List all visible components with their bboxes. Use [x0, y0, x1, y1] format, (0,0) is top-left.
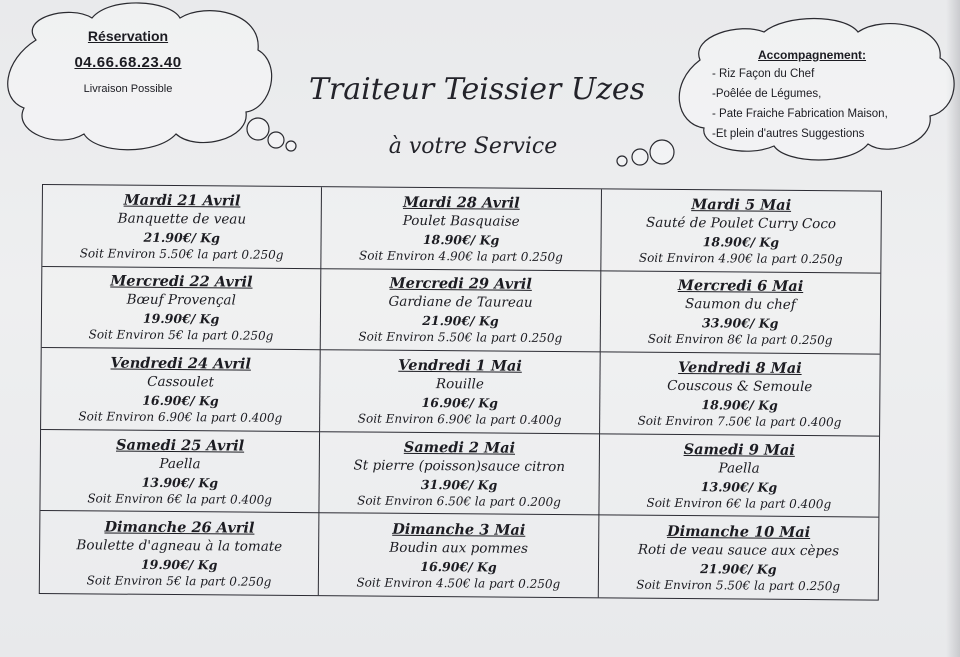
reservation-phone: 04.66.68.23.40	[74, 54, 182, 71]
menu-dish: Rouille	[435, 376, 484, 393]
menu-dish: Bœuf Provençal	[126, 292, 236, 309]
menu-price: 19.90€/ Kg	[142, 311, 220, 327]
menu-dish: St pierre (poisson)sauce citron	[353, 457, 566, 475]
menu-portion: Soit Environ 5€ la part 0.250g	[88, 327, 274, 344]
menu-cell	[42, 267, 322, 351]
menu-price: 16.90€/ Kg	[421, 394, 499, 411]
menu-day: Samedi 9 Mai	[683, 440, 795, 459]
menu-dish: Paella	[159, 455, 201, 472]
menu-day: Vendredi 24 Avril	[110, 354, 252, 373]
menu-dish: Sauté de Poulet Curry Coco	[645, 214, 837, 233]
menu-dish: Gardiane de Taureau	[388, 294, 533, 312]
menu-day: Samedi 2 Mai	[403, 438, 516, 457]
small-cloud-bubble-icon	[247, 118, 269, 140]
menu-price: 18.90€/ Kg	[701, 397, 778, 413]
menu-day: Vendredi 1 Mai	[398, 356, 522, 375]
menu-price: 19.90€/ Kg	[140, 556, 218, 573]
menu-portion: Soit Environ 7.50€ la part 0.400g	[637, 413, 842, 430]
menu-portion: Soit Environ 6€ la part 0.400g	[646, 495, 832, 511]
menu-portion: Soit Environ 6.90€ la part 0.400g	[357, 411, 562, 428]
reservation-title: Réservation	[87, 28, 169, 44]
menu-day: Dimanche 26 Avril	[104, 518, 255, 537]
small-cloud-bubble-icon	[650, 140, 674, 164]
menu-portion: Soit Environ 5.50€ la part 0.250g	[358, 329, 563, 346]
accompaniment-item: - Riz Façon du Chef	[712, 68, 815, 80]
menu-cell	[320, 350, 600, 434]
menu-cell	[601, 189, 881, 273]
menu-day: Mercredi 6 Mai	[677, 277, 804, 296]
menu-portion: Soit Environ 4.90€ la part 0.250g	[638, 250, 843, 267]
page-title: Traiteur Teissier Uzes	[308, 72, 646, 107]
accompaniments-title: Accompagnement:	[758, 48, 867, 62]
menu-dish: Cassoulet	[147, 373, 215, 391]
menu-table	[39, 184, 882, 601]
accompaniment-item: - Pate Fraiche Fabrication Maison,	[712, 108, 888, 120]
menu-portion: Soit Environ 6.90€ la part 0.400g	[78, 409, 283, 425]
small-cloud-bubble-icon	[632, 149, 648, 165]
menu-day: Mardi 28 Avril	[402, 193, 520, 212]
menu-dish: Couscous & Semoule	[667, 377, 813, 396]
menu-portion: Soit Environ 4.50€ la part 0.250g	[356, 575, 561, 591]
menu-day: Dimanche 10 Mai	[666, 522, 811, 541]
menu-day: Samedi 25 Avril	[115, 436, 245, 455]
menu-cell	[320, 432, 600, 516]
menu-cell	[322, 187, 602, 271]
menu-day: Mardi 5 Mai	[691, 195, 792, 214]
menu-portion: Soit Environ 5.50€ la part 0.250g	[79, 246, 284, 262]
menu-cell	[40, 430, 320, 514]
menu-dish: Paella	[718, 459, 760, 477]
small-cloud-bubble-icon	[617, 156, 627, 166]
accompaniment-item: -Et plein d'autres Suggestions	[712, 128, 865, 140]
menu-cell	[319, 514, 599, 598]
menu-dish: Poulet Basquaise	[402, 212, 520, 230]
menu-portion: Soit Environ 6€ la part 0.400g	[87, 490, 273, 507]
menu-cell	[40, 511, 320, 595]
accompaniments-info	[712, 46, 922, 144]
menu-portion: Soit Environ 4.90€ la part 0.250g	[359, 248, 563, 264]
menu-day: Mardi 21 Avril	[123, 191, 241, 210]
menu-day: Mercredi 29 Avril	[389, 275, 532, 294]
menu-portion: Soit Environ 8€ la part 0.250g	[647, 332, 833, 348]
reservation-info	[40, 28, 216, 95]
menu-price: 21.90€/ Kg	[143, 229, 220, 246]
menu-price: 13.90€/ Kg	[700, 478, 778, 495]
menu-day: Vendredi 8 Mai	[678, 358, 802, 377]
menu-price: 31.90€/ Kg	[420, 476, 498, 493]
menu-price: 33.90€/ Kg	[702, 315, 779, 332]
menu-price: 18.90€/ Kg	[422, 231, 500, 248]
menu-portion: Soit Environ 5€ la part 0.250g	[86, 573, 272, 589]
menu-dish: Banquette de veau	[117, 210, 247, 228]
menu-cell	[41, 348, 321, 432]
menu-cell	[321, 269, 601, 353]
menu-price: 18.90€/ Kg	[702, 233, 780, 250]
small-cloud-bubble-icon	[268, 132, 284, 148]
menu-price: 21.90€/ Kg	[422, 313, 499, 329]
menu-dish: Boudin aux pommes	[389, 539, 529, 557]
menu-dish: Saumon du chef	[684, 296, 796, 314]
page-subtitle: à votre Service	[388, 134, 558, 159]
menu-cell	[599, 434, 879, 518]
menu-price: 16.90€/ Kg	[142, 392, 219, 409]
accompaniment-item: -Poêlée de Légumes,	[712, 88, 822, 100]
small-cloud-bubble-icon	[286, 141, 296, 151]
menu-price: 21.90€/ Kg	[700, 560, 777, 577]
menu-cell	[42, 185, 322, 269]
menu-dish: Roti de veau sauce aux cèpes	[637, 541, 840, 559]
menu-day: Dimanche 3 Mai	[392, 520, 526, 539]
delivery-note: Livraison Possible	[83, 83, 173, 95]
menu-cell	[598, 516, 878, 600]
menu-day: Mercredi 22 Avril	[110, 272, 253, 292]
menu-cell	[600, 271, 880, 355]
menu-portion: Soit Environ 6.50€ la part 0.200g	[357, 493, 561, 509]
menu-price: 13.90€/ Kg	[141, 474, 219, 490]
menu-portion: Soit Environ 5.50€ la part 0.250g	[636, 577, 841, 593]
menu-cell	[600, 353, 880, 437]
menu-price: 16.90€/ Kg	[420, 558, 497, 575]
menu-dish: Boulette d'agneau à la tomate	[76, 536, 283, 555]
